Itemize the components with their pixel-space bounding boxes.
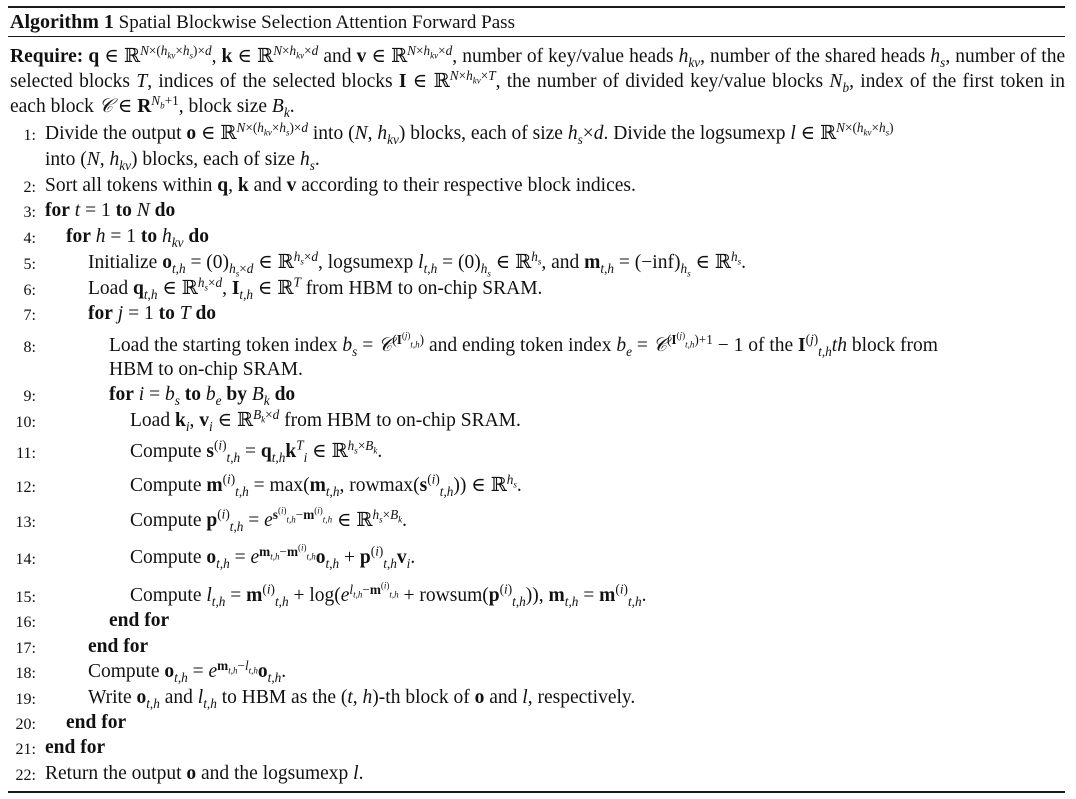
line-number: 3:: [23, 204, 36, 221]
line-number: 16:: [15, 614, 36, 631]
keyword: for: [66, 226, 91, 247]
line-number: 22:: [15, 767, 36, 784]
line-text: block from: [851, 335, 938, 356]
require-selected-blocks: number of the selected blocks: [10, 46, 1066, 92]
require-shared-heads: number of the shared heads: [710, 46, 926, 67]
line-number: 20:: [15, 716, 36, 733]
keyword: to: [140, 226, 158, 247]
keyword: for: [45, 200, 70, 221]
line-text: blocks, each of size: [142, 149, 296, 170]
require-and: and: [323, 46, 352, 67]
line-number: 19:: [15, 691, 36, 708]
require-block: Require: q ∈ ℝ$^{N\times(h_{kv}\times h_s)\times d}$, k ∈ ℝ$^{N\times h_{kv}\times d}$ and v ∈ ℝ$^{N\times h_{kv}\times d}$, number of key/value heads $h_{kv}$, number of the shared heads $h_s$, number of the selected blocks T, indices of the selected blocks I ∈ ℝ$^{N\times h_{kv}\times T}$, the number of divided key/value blocks $N_b$, index of the first token in each block 𝒞 ∈ $R^{N_b+1}$, block size $B_k$.: [10, 42, 1066, 120]
keyword: to: [184, 384, 201, 405]
line-text: into: [312, 123, 344, 144]
algorithm-label: Algorithm 1: [10, 11, 114, 33]
function-name: rowmax: [349, 475, 414, 496]
line-text: HBM to on-chip SRAM.: [109, 359, 303, 380]
line-text: Initialize: [88, 252, 158, 273]
line-text: and ending token index: [428, 335, 612, 356]
line-text: of the: [748, 335, 794, 356]
keyword: to: [158, 303, 175, 324]
keyword: for: [109, 384, 134, 405]
line-text: and: [253, 175, 282, 196]
line-number: 10:: [15, 414, 36, 431]
line-number: 15:: [15, 589, 36, 606]
line-text: Load: [130, 410, 171, 431]
keyword: do: [274, 384, 296, 405]
keyword: do: [154, 200, 176, 221]
line-text: Return the output: [45, 763, 182, 784]
line-text: blocks, each of size: [410, 123, 563, 144]
line-text: from HBM to on-chip SRAM.: [305, 278, 543, 299]
function-name: max: [269, 475, 304, 496]
inf-text: inf: [652, 252, 674, 273]
line-number: 18:: [15, 665, 36, 682]
require-block-size: block size: [188, 96, 268, 117]
line-number: 13:: [15, 514, 36, 531]
line-number: 12:: [15, 479, 36, 496]
line-text: Load: [88, 278, 129, 299]
require-divided-blocks: the number of divided key/value blocks: [506, 71, 824, 92]
line-number: 17:: [15, 640, 36, 657]
keyword: do: [188, 226, 210, 247]
line-text: Compute: [88, 661, 160, 682]
line-text: Compute: [130, 475, 202, 496]
line-text: Write: [88, 687, 132, 708]
keyword: end for: [66, 712, 127, 733]
line-number: 7:: [23, 307, 36, 324]
line-text: Sort all tokens within: [45, 175, 213, 196]
caption-rule: [8, 36, 1065, 37]
line-text: logsumexp: [327, 252, 414, 273]
line-text: from HBM to on-chip SRAM.: [284, 410, 521, 431]
top-rule: [8, 6, 1065, 8]
line-text: and the logsumexp: [200, 763, 349, 784]
line-number: 6:: [23, 282, 36, 299]
line-text: and: [164, 687, 193, 708]
line-number: 14:: [15, 551, 36, 568]
line-text: Compute: [130, 510, 202, 531]
line-text: Compute: [130, 547, 202, 568]
function-name: rowsum: [419, 585, 483, 606]
line-number: 5:: [23, 256, 36, 273]
line-text: -th block of: [378, 687, 470, 708]
line-number: 8:: [23, 339, 36, 356]
line-number: 9:: [23, 388, 36, 405]
keyword: end for: [109, 610, 170, 631]
line-text: Compute: [130, 585, 202, 606]
line-number: 2:: [23, 179, 36, 196]
line-text: to HBM as the: [221, 687, 336, 708]
algorithm-title: Spatial Blockwise Selection Attention Forward Pass: [118, 12, 515, 33]
line-number: 21:: [15, 741, 36, 758]
line-text: Compute: [130, 441, 202, 462]
line-text: respectively.: [537, 687, 636, 708]
keyword: end for: [88, 636, 149, 657]
line-text: and: [551, 252, 580, 273]
require-first-token: index of the first token in each block: [10, 71, 1066, 117]
keyword: to: [115, 200, 132, 221]
line-text: into: [45, 149, 76, 170]
function-name: log: [309, 585, 335, 606]
line-text: and: [489, 687, 518, 708]
bottom-rule: [8, 791, 1065, 793]
line-text: Divide the logsumexp: [613, 123, 786, 144]
require-label: Require:: [10, 46, 84, 67]
line-number: 11:: [16, 445, 36, 462]
algorithm-caption: [10, 11, 515, 34]
line-text: Load the starting token index: [109, 335, 338, 356]
line-text: Divide the output: [45, 123, 182, 144]
keyword: for: [88, 303, 113, 324]
require-indices: indices of the selected blocks: [158, 71, 393, 92]
keyword: by: [226, 384, 247, 405]
keyword: do: [195, 303, 217, 324]
require-kv-heads: number of key/value heads: [462, 46, 674, 67]
line-number: 4:: [23, 230, 36, 247]
line-text: according to their respective block indices.: [301, 175, 636, 196]
keyword: end for: [45, 737, 106, 758]
line-number: 1:: [23, 127, 36, 144]
